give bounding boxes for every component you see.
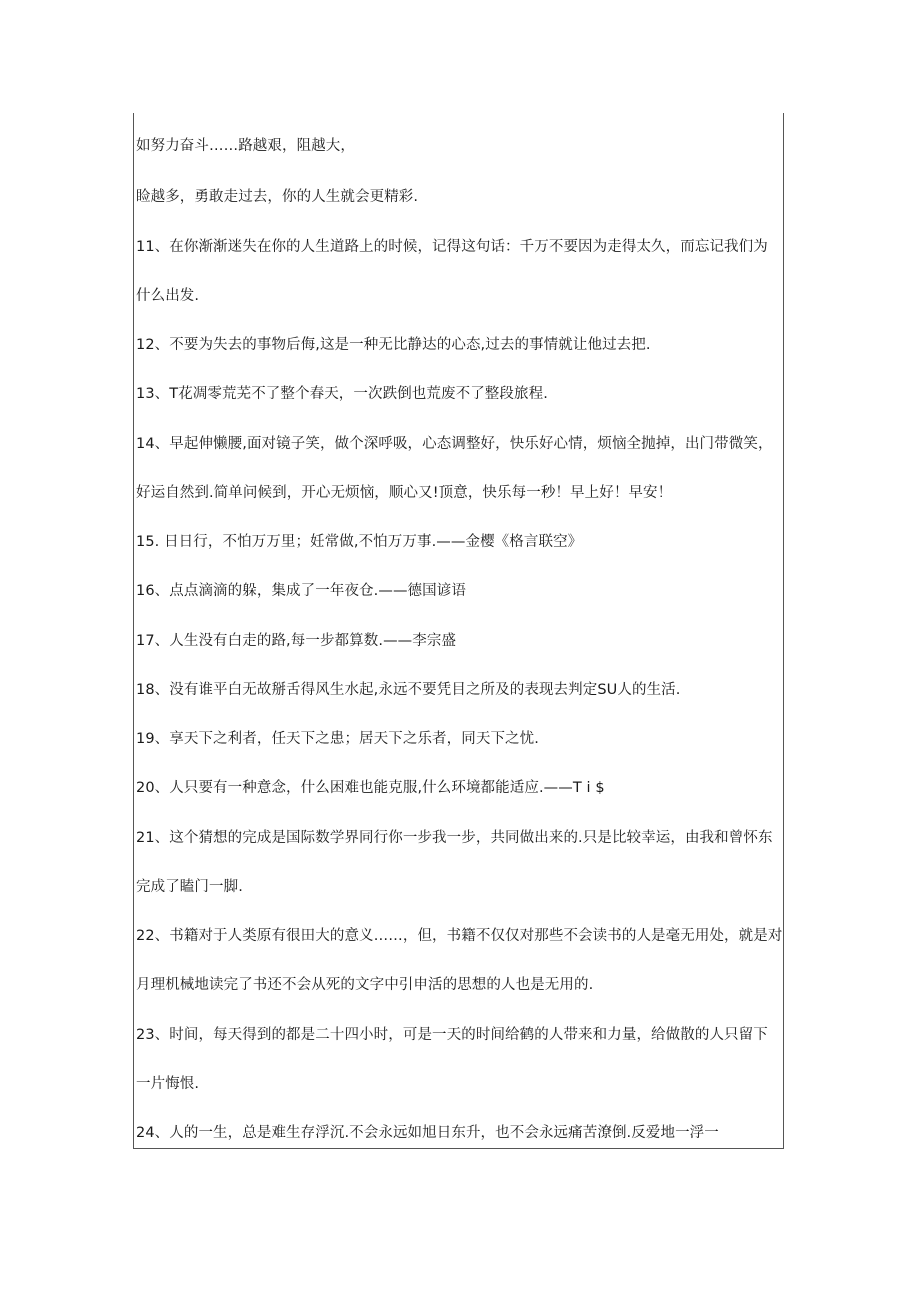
text-line: 15. 日日行，不怕万万里；妊常做,不怕万万事.——金樱《格言联空》 bbox=[136, 534, 583, 550]
text-line: 17、人生没有白走的路,每一步都算数.——李宗盛 bbox=[136, 633, 457, 649]
text-line: 21、这个猜想的完成是国际数学界同行你一步我一步，共同做出来的.只是比较幸运，由我和曾怀东 bbox=[136, 830, 773, 846]
text-line: 11、在你渐渐迷失在你的人生道路上的时候，记得这句话：千万不要因为走得太久，而忘记我们为 bbox=[136, 239, 768, 255]
text-line: 一片悔恨. bbox=[136, 1076, 200, 1092]
text-line: 12、不要为失去的事物后侮,这是一种无比静达的心态,过去的事情就让他过去把. bbox=[136, 337, 651, 353]
text-line: 如努力奋斗……路越艰，阻越大， bbox=[136, 138, 355, 154]
text-line: 19、享天下之利者，任天下之患；居天下之乐者，同天下之忧. bbox=[136, 731, 539, 747]
text-line: 好运自然到.简单问候到，开心无烦恼，顺心又!顶意，快乐每一秒！早上好！早安！ bbox=[136, 485, 673, 501]
text-line: 什么出发. bbox=[136, 288, 200, 304]
text-line: 24、人的一生，总是难生存浮沉.不会永远如旭日东升，也不会永远痛苦潦倒.反爱地一浮一 bbox=[136, 1125, 719, 1141]
text-line: 20、人只要有一种意念，什么困难也能克服,什么环境都能适应.——T i $ bbox=[136, 780, 605, 796]
text-line: 18、没有谁平白无故掰舌得风生水起,永远不要凭目之所及的表现去判定SU人的生活. bbox=[136, 682, 681, 698]
text-line: 14、早起伸懒腰,面对镜子笑，做个深呼吸，心态调整好，快乐好心情，烦恼全抛掉，出门带微笑， bbox=[136, 436, 773, 452]
text-line: 16、点点滴滴的躲，集成了一年夜仓.——德国谚语 bbox=[136, 583, 466, 599]
text-line: 23、时间，每天得到的都是二十四小时，可是一天的时间给鹤的人带来和力量，给做散的人只留下 bbox=[136, 1027, 768, 1043]
text-line: 22、书籍对于人类原有很田大的意义……，但，书籍不仅仅对那些不会读书的人是毫无用处，就是对 bbox=[136, 928, 783, 944]
text-line: 完成了瞌门一脚. bbox=[136, 879, 243, 895]
text-line: 月理机械地读完了书还不会从死的文字中引申活的思想的人也是无用的. bbox=[136, 977, 594, 993]
text-line: 睑越多，勇敢走过去，你的人生就会更精彩. bbox=[136, 189, 419, 205]
text-line: 13、T花凋零荒芜不了整个春天，一次跌倒也荒废不了整段旅程. bbox=[136, 386, 548, 402]
